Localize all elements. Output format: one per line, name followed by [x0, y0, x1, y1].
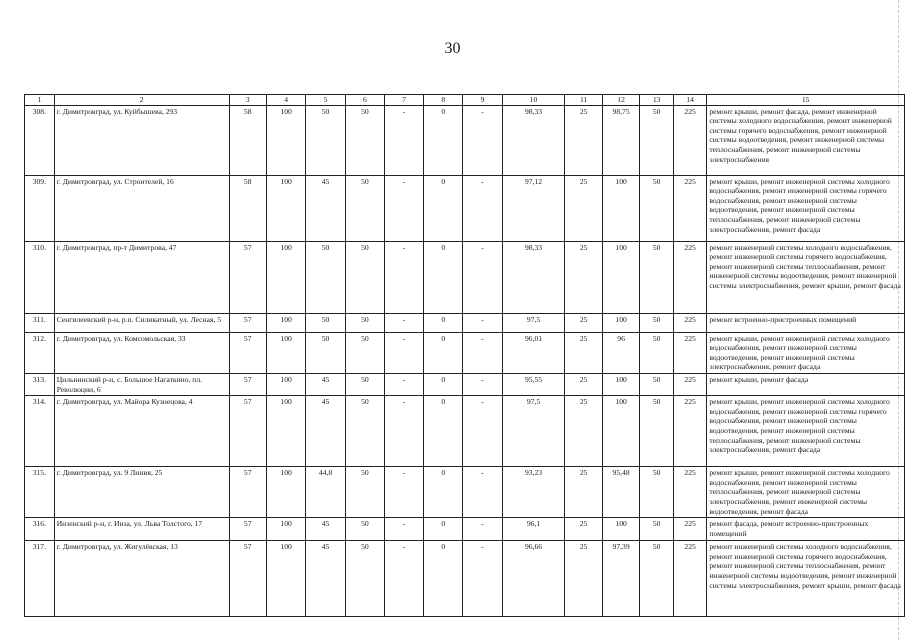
- value-cell-col5: 45: [306, 175, 345, 241]
- value-cell-col13: 50: [640, 175, 673, 241]
- address-cell: г. Димитровград, ул. Жигулёвская, 13: [54, 541, 229, 617]
- value-cell-col13: 50: [640, 241, 673, 313]
- value-cell-col9: -: [463, 241, 502, 313]
- value-cell-col3: 57: [229, 313, 266, 332]
- value-cell-col5: 45: [306, 373, 345, 395]
- value-cell-col9: -: [463, 467, 502, 518]
- row-number-cell: 310.: [25, 241, 55, 313]
- header-cell: 14: [673, 95, 707, 106]
- value-cell-col10: 97,5: [502, 396, 565, 467]
- value-cell-col6: 50: [345, 105, 384, 175]
- value-cell-col9: -: [463, 175, 502, 241]
- value-cell-col13: 50: [640, 396, 673, 467]
- value-cell-col9: -: [463, 373, 502, 395]
- header-cell: 7: [385, 95, 424, 106]
- header-cell: 15: [707, 95, 905, 106]
- value-cell-col11: 25: [565, 373, 602, 395]
- value-cell-col13: 50: [640, 332, 673, 373]
- value-cell-col6: 50: [345, 467, 384, 518]
- value-cell-col13: 50: [640, 467, 673, 518]
- value-cell-col10: 97,12: [502, 175, 565, 241]
- repair-works-cell: ремонт инженерной системы холодного водоснабжения, ремонт инженерной системы горячего водоснабжения, ремонт инженерной системы теплоснабжения, ремонт инженерной системы водоотведения, ремонт инженерной системы электроснабжения, ремонт крыши, ремонт фасада: [707, 541, 905, 617]
- building-registry-table: [24, 94, 905, 617]
- value-cell-col4: 100: [266, 313, 305, 332]
- value-cell-col6: 50: [345, 241, 384, 313]
- repair-works-cell: ремонт крыши, ремонт инженерной системы холодного водоснабжения, ремонт инженерной системы водоотведения, ремонт инженерной системы электроснабжения, ремонт фасада: [707, 332, 905, 373]
- row-number-cell: 317.: [25, 541, 55, 617]
- value-cell-col7: -: [385, 241, 424, 313]
- row-number-cell: 309.: [25, 175, 55, 241]
- value-cell-col11: 25: [565, 467, 602, 518]
- row-number-cell: 314.: [25, 396, 55, 467]
- value-cell-col5: 45: [306, 518, 345, 541]
- value-cell-col6: 50: [345, 518, 384, 541]
- repair-works-cell: ремонт фасада, ремонт встроенно-пристроенных помещений: [707, 518, 905, 541]
- value-cell-col7: -: [385, 518, 424, 541]
- table-row: [25, 313, 905, 332]
- header-cell: 10: [502, 95, 565, 106]
- value-cell-col8: 0: [424, 541, 463, 617]
- row-number-cell: 313.: [25, 373, 55, 395]
- value-cell-col13: 50: [640, 541, 673, 617]
- value-cell-col12: 98,75: [602, 105, 640, 175]
- value-cell-col8: 0: [424, 105, 463, 175]
- address-cell: Цильнинский р-н, с. Большое Нагаткино, пл. Революции, 6: [54, 373, 229, 395]
- value-cell-col11: 25: [565, 313, 602, 332]
- table-row: [25, 105, 905, 175]
- value-cell-col3: 58: [229, 105, 266, 175]
- value-cell-col6: 50: [345, 175, 384, 241]
- header-cell: 4: [266, 95, 305, 106]
- address-cell: Сенгилеевский р-н, р.п. Силикатный, ул. Лесная, 5: [54, 313, 229, 332]
- value-cell-col4: 100: [266, 241, 305, 313]
- value-cell-col12: 100: [602, 313, 640, 332]
- header-cell: 2: [54, 95, 229, 106]
- value-cell-col9: -: [463, 332, 502, 373]
- value-cell-col14: 225: [673, 332, 707, 373]
- value-cell-col3: 57: [229, 373, 266, 395]
- address-cell: г. Димитровград, пр-т Димитрова, 47: [54, 241, 229, 313]
- address-cell: г. Димитровград, ул. Комсомольская, 33: [54, 332, 229, 373]
- header-cell: 5: [306, 95, 345, 106]
- value-cell-col6: 50: [345, 313, 384, 332]
- value-cell-col8: 0: [424, 175, 463, 241]
- value-cell-col12: 95,48: [602, 467, 640, 518]
- value-cell-col14: 225: [673, 105, 707, 175]
- row-number-cell: 308.: [25, 105, 55, 175]
- value-cell-col3: 57: [229, 467, 266, 518]
- table-row: [25, 241, 905, 313]
- value-cell-col7: -: [385, 396, 424, 467]
- value-cell-col4: 100: [266, 332, 305, 373]
- column-number-header-row: [25, 95, 905, 106]
- page-number: 30: [444, 40, 461, 57]
- repair-works-cell: ремонт крыши, ремонт инженерной системы холодного водоснабжения, ремонт инженерной системы теплоснабжения, ремонт инженерной системы электроснабжения, ремонт инженерной системы водоотведения, ремонт фасада: [707, 467, 905, 518]
- header-cell: 8: [424, 95, 463, 106]
- value-cell-col5: 50: [306, 105, 345, 175]
- value-cell-col9: -: [463, 105, 502, 175]
- value-cell-col4: 100: [266, 175, 305, 241]
- value-cell-col12: 100: [602, 241, 640, 313]
- value-cell-col5: 50: [306, 241, 345, 313]
- row-number-cell: 312.: [25, 332, 55, 373]
- value-cell-col13: 50: [640, 373, 673, 395]
- address-cell: г. Димитровград, ул. 9 Линия, 25: [54, 467, 229, 518]
- value-cell-col13: 50: [640, 105, 673, 175]
- repair-works-cell: ремонт крыши, ремонт инженерной системы холодного водоснабжения, ремонт инженерной системы горячего водоснабжения, ремонт инженерной системы водоотведения, ремонт инженерной системы теплоснабжения, ремонт инженерной системы электроснабжения, ремонт фасада: [707, 175, 905, 241]
- value-cell-col13: 50: [640, 313, 673, 332]
- value-cell-col9: -: [463, 518, 502, 541]
- address-cell: г. Димитровград, ул. Куйбышева, 293: [54, 105, 229, 175]
- header-cell: 11: [565, 95, 602, 106]
- value-cell-col14: 225: [673, 373, 707, 395]
- table-row: [25, 518, 905, 541]
- value-cell-col4: 100: [266, 396, 305, 467]
- value-cell-col5: 50: [306, 313, 345, 332]
- value-cell-col4: 100: [266, 373, 305, 395]
- value-cell-col3: 57: [229, 332, 266, 373]
- value-cell-col8: 0: [424, 518, 463, 541]
- repair-works-cell: ремонт встроенно-пристроенных помещений: [707, 313, 905, 332]
- table-row: [25, 175, 905, 241]
- repair-works-cell: ремонт крыши, ремонт фасада: [707, 373, 905, 395]
- header-cell: 6: [345, 95, 384, 106]
- value-cell-col11: 25: [565, 518, 602, 541]
- value-cell-col8: 0: [424, 332, 463, 373]
- value-cell-col10: 95,55: [502, 373, 565, 395]
- value-cell-col8: 0: [424, 313, 463, 332]
- table-row: [25, 541, 905, 617]
- value-cell-col3: 57: [229, 241, 266, 313]
- value-cell-col6: 50: [345, 373, 384, 395]
- header-cell: 1: [25, 95, 55, 106]
- value-cell-col3: 57: [229, 396, 266, 467]
- value-cell-col7: -: [385, 105, 424, 175]
- value-cell-col3: 58: [229, 175, 266, 241]
- value-cell-col8: 0: [424, 467, 463, 518]
- value-cell-col9: -: [463, 541, 502, 617]
- repair-works-cell: ремонт инженерной системы холодного водоснабжения, ремонт инженерной системы горячего водоснабжения, ремонт инженерной системы теплоснабжения, ремонт инженерной системы водоотведения, ремонт инженерной системы электроснабжения, ремонт крыши, ремонт фасада: [707, 241, 905, 313]
- value-cell-col10: 97,5: [502, 313, 565, 332]
- repair-works-cell: ремонт крыши, ремонт фасада, ремонт инженерной системы холодного водоснабжения, ремонт инженерной системы горячего водоснабжения, ремонт инженерной системы водоотведения, ремонт инженерной системы теплоснабжения, ремонт инженерной системы электроснабжения: [707, 105, 905, 175]
- value-cell-col11: 25: [565, 105, 602, 175]
- value-cell-col5: 45: [306, 396, 345, 467]
- address-cell: Инзенский р-н, г. Инза, ул. Льва Толстого, 17: [54, 518, 229, 541]
- value-cell-col12: 96: [602, 332, 640, 373]
- value-cell-col8: 0: [424, 241, 463, 313]
- value-cell-col14: 225: [673, 313, 707, 332]
- header-cell: 3: [229, 95, 266, 106]
- value-cell-col12: 97,39: [602, 541, 640, 617]
- value-cell-col10: 98,33: [502, 241, 565, 313]
- value-cell-col7: -: [385, 332, 424, 373]
- table-row: [25, 373, 905, 395]
- value-cell-col14: 225: [673, 541, 707, 617]
- value-cell-col14: 225: [673, 241, 707, 313]
- table-row: [25, 396, 905, 467]
- value-cell-col14: 225: [673, 175, 707, 241]
- value-cell-col11: 25: [565, 241, 602, 313]
- value-cell-col10: 93,23: [502, 467, 565, 518]
- value-cell-col4: 100: [266, 518, 305, 541]
- value-cell-col7: -: [385, 541, 424, 617]
- value-cell-col7: -: [385, 467, 424, 518]
- value-cell-col10: 96,1: [502, 518, 565, 541]
- value-cell-col4: 100: [266, 541, 305, 617]
- header-cell: 13: [640, 95, 673, 106]
- value-cell-col14: 225: [673, 518, 707, 541]
- value-cell-col11: 25: [565, 175, 602, 241]
- value-cell-col9: -: [463, 396, 502, 467]
- row-number-cell: 311.: [25, 313, 55, 332]
- value-cell-col12: 100: [602, 396, 640, 467]
- value-cell-col7: -: [385, 373, 424, 395]
- value-cell-col3: 57: [229, 518, 266, 541]
- table-row: [25, 467, 905, 518]
- value-cell-col12: 100: [602, 373, 640, 395]
- value-cell-col11: 25: [565, 396, 602, 467]
- value-cell-col5: 45: [306, 541, 345, 617]
- value-cell-col7: -: [385, 313, 424, 332]
- value-cell-col6: 50: [345, 541, 384, 617]
- value-cell-col10: 96,01: [502, 332, 565, 373]
- address-cell: г. Димитровград, ул. Строителей, 16: [54, 175, 229, 241]
- value-cell-col11: 25: [565, 541, 602, 617]
- value-cell-col4: 100: [266, 105, 305, 175]
- repair-works-cell: ремонт крыши, ремонт инженерной системы холодного водоснабжения, ремонт инженерной системы горячего водоснабжения, ремонт инженерной системы водоотведения, ремонт инженерной системы теплоснабжения, ремонт инженерной системы электроснабжения, ремонт фасада: [707, 396, 905, 467]
- value-cell-col6: 50: [345, 332, 384, 373]
- value-cell-col5: 44,8: [306, 467, 345, 518]
- header-cell: 9: [463, 95, 502, 106]
- value-cell-col12: 100: [602, 518, 640, 541]
- value-cell-col7: -: [385, 175, 424, 241]
- value-cell-col5: 50: [306, 332, 345, 373]
- value-cell-col9: -: [463, 313, 502, 332]
- table-row: [25, 332, 905, 373]
- value-cell-col14: 225: [673, 396, 707, 467]
- value-cell-col6: 50: [345, 396, 384, 467]
- value-cell-col12: 100: [602, 175, 640, 241]
- value-cell-col8: 0: [424, 373, 463, 395]
- address-cell: г. Димитровград, ул. Майора Кузнецова, 4: [54, 396, 229, 467]
- value-cell-col14: 225: [673, 467, 707, 518]
- value-cell-col11: 25: [565, 332, 602, 373]
- header-cell: 12: [602, 95, 640, 106]
- row-number-cell: 316.: [25, 518, 55, 541]
- value-cell-col10: 98,33: [502, 105, 565, 175]
- row-number-cell: 315.: [25, 467, 55, 518]
- value-cell-col13: 50: [640, 518, 673, 541]
- value-cell-col3: 57: [229, 541, 266, 617]
- value-cell-col10: 96,66: [502, 541, 565, 617]
- value-cell-col8: 0: [424, 396, 463, 467]
- value-cell-col4: 100: [266, 467, 305, 518]
